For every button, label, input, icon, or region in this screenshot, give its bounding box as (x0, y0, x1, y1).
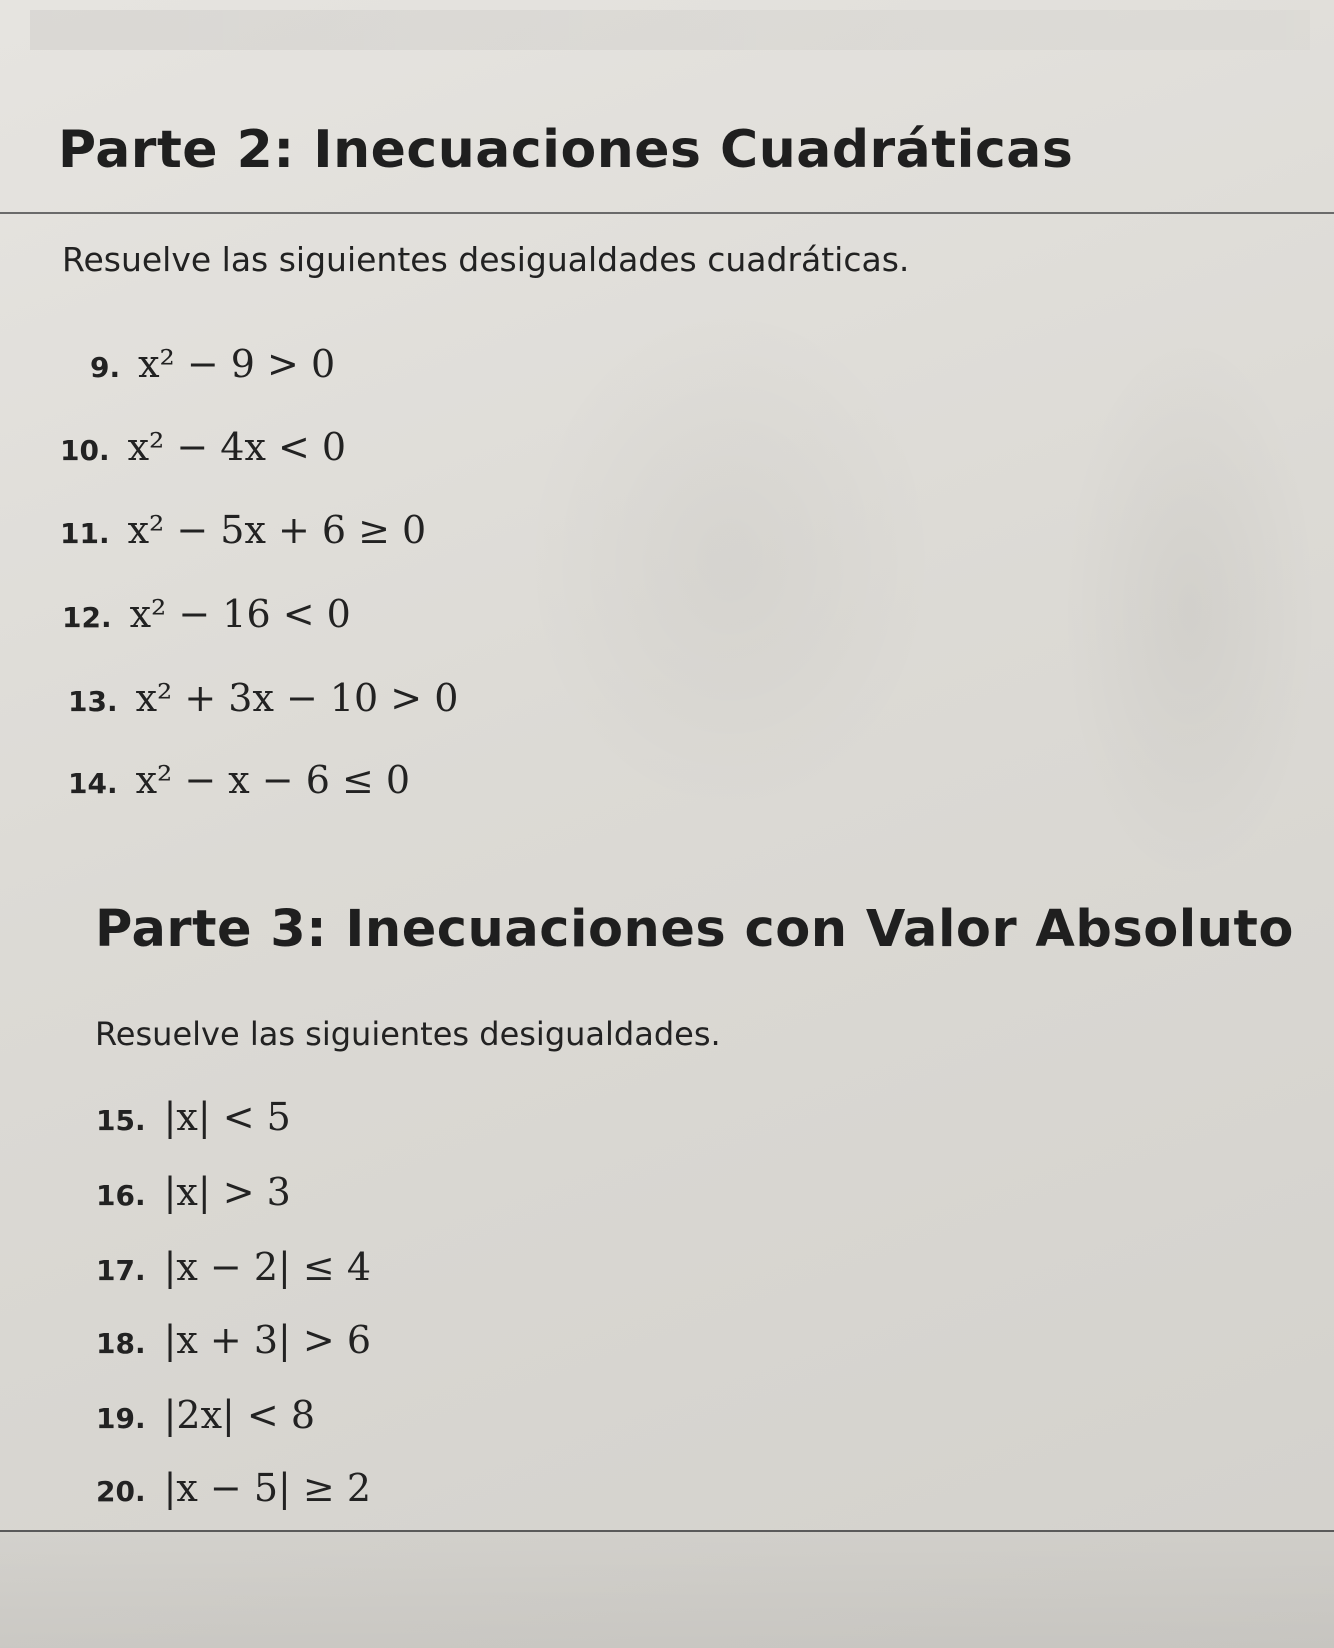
problem-number: 9. (90, 351, 121, 384)
problem-expression: x² − x − 6 ≤ 0 (135, 758, 411, 802)
page-bottom-shadow (0, 1532, 1334, 1648)
section-instruction-parte-3: Resuelve las siguientes desigualdades. (95, 1015, 721, 1053)
problem-expression: |x| < 5 (163, 1095, 291, 1139)
problem-expression: x² + 3x − 10 > 0 (135, 676, 459, 720)
problem-item (68, 758, 410, 808)
problem-item (96, 1170, 291, 1220)
section-title-parte-3: Parte 3: Inecuaciones con Valor Absoluto (95, 900, 1294, 959)
problem-number: 19. (96, 1402, 146, 1435)
problem-item (96, 1095, 291, 1145)
show-through-smudge (1060, 330, 1320, 890)
problem-number: 12. (62, 601, 112, 634)
problem-expression: x² − 9 > 0 (138, 342, 336, 386)
problem-expression: |x| > 3 (163, 1170, 291, 1214)
problem-expression: |x − 2| ≤ 4 (163, 1245, 371, 1289)
problem-expression: x² − 16 < 0 (129, 592, 351, 636)
problem-item (60, 425, 346, 475)
problem-number: 18. (96, 1327, 146, 1360)
problem-number: 11. (60, 517, 110, 550)
problem-number: 10. (60, 434, 110, 467)
show-through-smudge (30, 10, 1310, 50)
problem-number: 13. (68, 685, 118, 718)
problem-expression: |x + 3| > 6 (163, 1318, 371, 1362)
problem-number: 15. (96, 1104, 146, 1137)
problem-number: 17. (96, 1254, 146, 1287)
section-title-parte-2: Parte 2: Inecuaciones Cuadráticas (58, 120, 1074, 180)
problem-item (96, 1466, 371, 1516)
show-through-smudge (520, 300, 940, 820)
problem-item (96, 1318, 371, 1368)
problem-expression: |2x| < 8 (163, 1393, 315, 1437)
problem-number: 16. (96, 1179, 146, 1212)
problem-item (96, 1245, 371, 1295)
section-instruction-parte-2: Resuelve las siguientes desigualdades cuadráticas. (62, 240, 910, 279)
problem-item (96, 1393, 315, 1443)
problem-expression: x² − 4x < 0 (127, 425, 347, 469)
problem-item (62, 592, 351, 642)
problem-expression: |x − 5| ≥ 2 (163, 1466, 371, 1510)
problem-number: 14. (68, 767, 118, 800)
top-rule (0, 212, 1334, 214)
problem-number: 20. (96, 1475, 146, 1508)
problem-item (60, 508, 426, 558)
problem-expression: x² − 5x + 6 ≥ 0 (127, 508, 427, 552)
problem-item (68, 676, 458, 726)
problem-item (90, 342, 335, 392)
